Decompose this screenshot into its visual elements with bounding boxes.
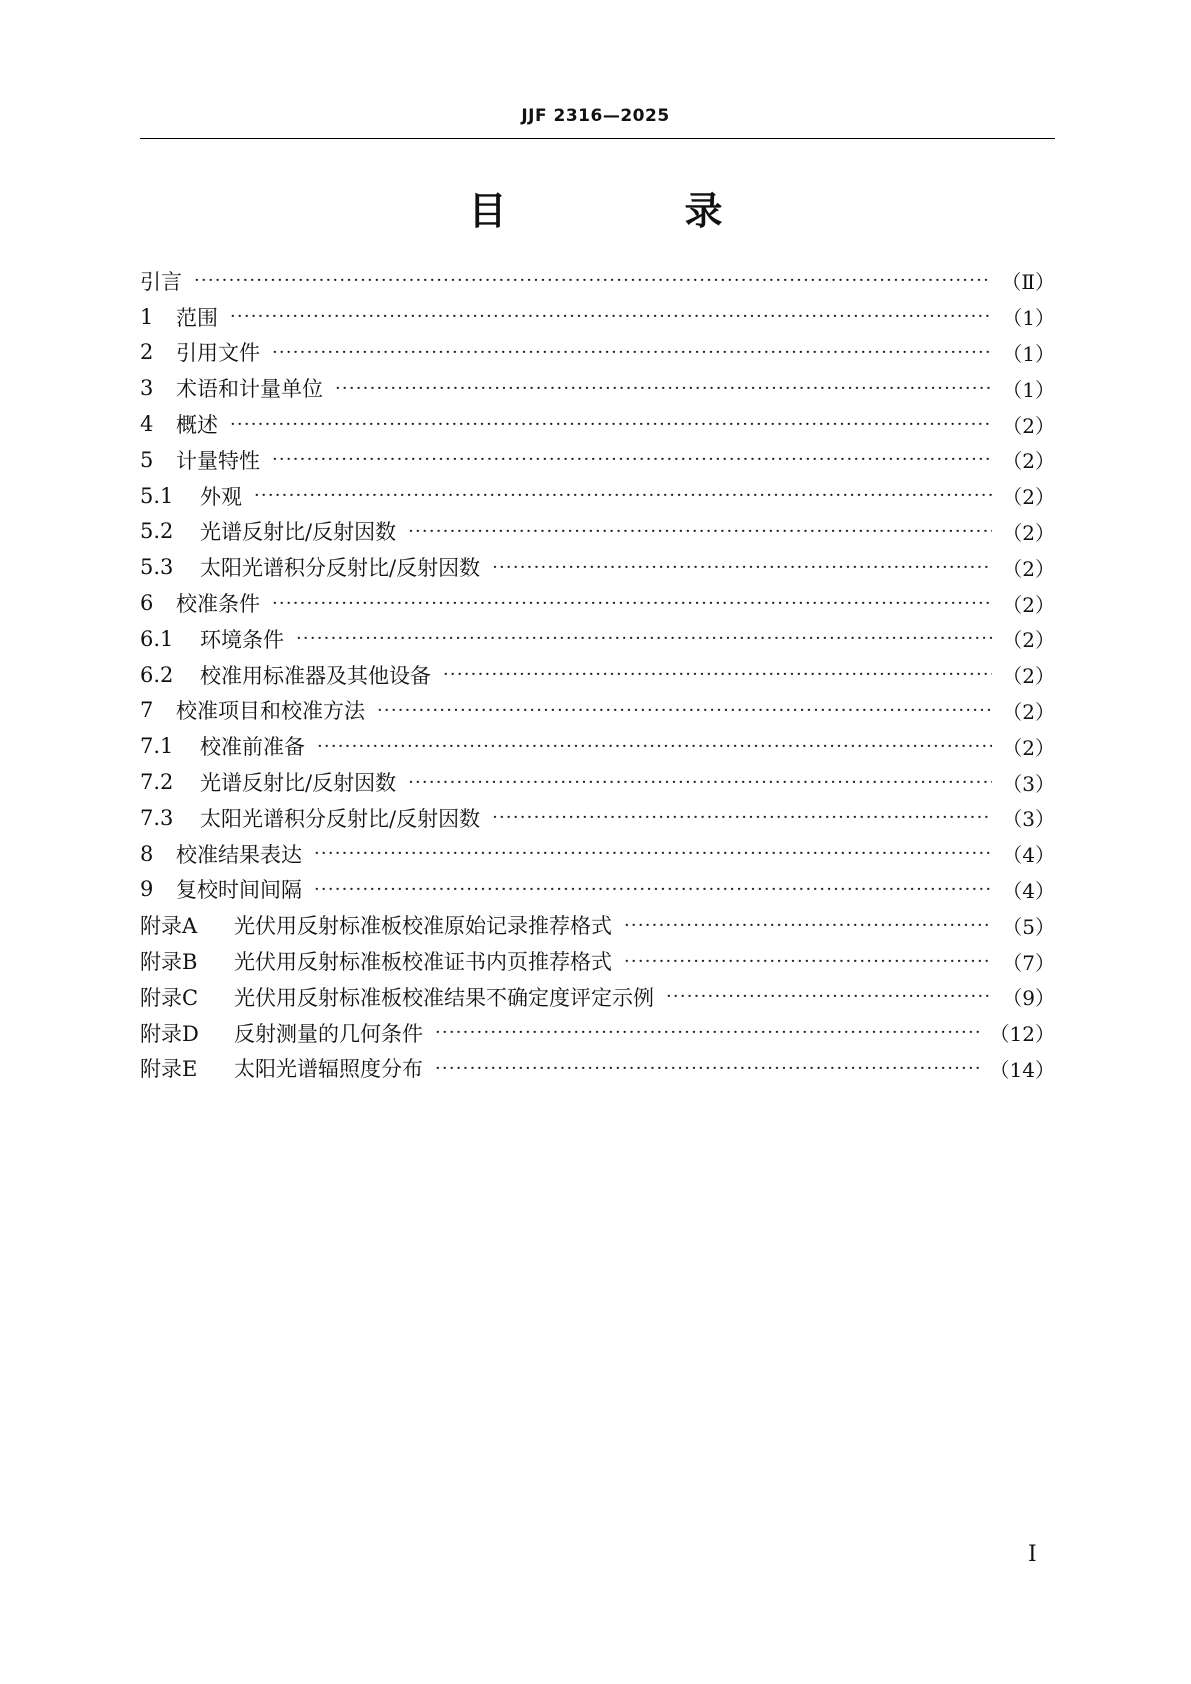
toc-dot-leader <box>272 593 992 614</box>
toc-entry[interactable] <box>140 549 1055 585</box>
toc-entry-label: 外观 <box>200 484 242 509</box>
toc-entry-label: 校准前准备 <box>200 735 305 760</box>
toc-dot-leader <box>317 736 992 757</box>
toc-entry[interactable] <box>140 1015 1055 1051</box>
toc-dot-leader <box>443 664 992 685</box>
toc-entry[interactable] <box>140 943 1055 979</box>
toc-dot-leader <box>666 986 992 1007</box>
toc-entry[interactable] <box>140 728 1055 764</box>
toc-entry-label: 概述 <box>176 413 218 438</box>
toc-entry-number: 1 <box>140 304 154 329</box>
toc-entry-number: 7.1 <box>140 734 174 759</box>
toc-entry-label: 校准用标准器及其他设备 <box>200 663 431 688</box>
toc-entry-number: 附录C <box>140 985 199 1010</box>
document-code: JJF 2316—2025 <box>521 106 670 126</box>
toc-dot-leader <box>314 843 992 864</box>
toc-dot-leader <box>272 342 992 363</box>
toc-entry-page: （3） <box>1002 807 1055 832</box>
toc-dot-leader <box>624 951 992 972</box>
toc-entry-page: （2） <box>1002 628 1055 653</box>
toc-entry-page: （2） <box>1002 699 1055 724</box>
toc-entry-label: 引言 <box>140 269 182 294</box>
toc-entry-label: 太阳光谱积分反射比/反射因数 <box>200 806 481 831</box>
toc-entry[interactable] <box>140 299 1055 335</box>
toc-entry[interactable] <box>140 370 1055 406</box>
toc-entry-number: 附录A <box>140 914 198 939</box>
toc-entry-page: （12） <box>989 1022 1055 1047</box>
toc-entry-number: 6.1 <box>140 626 174 651</box>
toc-entry-label: 太阳光谱积分反射比/反射因数 <box>200 556 481 581</box>
toc-entry[interactable] <box>140 836 1055 872</box>
toc-entry-label: 光伏用反射标准板校准证书内页推荐格式 <box>234 950 612 975</box>
toc-entry-page: （1） <box>1002 306 1055 331</box>
toc-entry-number: 附录D <box>140 1021 199 1046</box>
toc-entry-page: （14） <box>989 1057 1055 1082</box>
toc-entry-label: 光伏用反射标准板校准原始记录推荐格式 <box>234 914 612 939</box>
toc-dot-leader <box>272 449 992 470</box>
toc-entry[interactable] <box>140 514 1055 550</box>
toc-entry-number: 2 <box>140 340 154 365</box>
toc-dot-leader <box>492 557 992 578</box>
toc-entry-page: （4） <box>1002 878 1055 903</box>
toc-dot-leader <box>624 915 992 936</box>
toc-entry[interactable] <box>140 872 1055 908</box>
toc-entry-page: （1） <box>1002 341 1055 366</box>
toc-entry[interactable] <box>140 478 1055 514</box>
toc-entry[interactable] <box>140 800 1055 836</box>
toc-entry-number: 8 <box>140 841 154 866</box>
toc-entry-label: 术语和计量单位 <box>176 377 323 402</box>
toc-entry-label: 光伏用反射标准板校准结果不确定度评定示例 <box>234 985 654 1010</box>
toc-entry-number: 6 <box>140 591 154 616</box>
toc-dot-leader <box>230 306 992 327</box>
toc-dot-leader <box>408 521 992 542</box>
toc-dot-leader <box>492 807 992 828</box>
toc-entry-number: 附录B <box>140 950 198 975</box>
toc-dot-leader <box>408 772 992 793</box>
toc-entry[interactable] <box>140 263 1055 299</box>
toc-entry-number: 5 <box>140 447 154 472</box>
toc-entry-page: （2） <box>1002 664 1055 689</box>
toc-entry-page: （5） <box>1002 914 1055 939</box>
toc-dot-leader <box>335 378 992 399</box>
toc-entry-label: 校准项目和校准方法 <box>176 699 365 724</box>
toc-entry-number: 7.3 <box>140 805 174 830</box>
toc-entry-label: 光谱反射比/反射因数 <box>200 771 397 796</box>
toc-entry[interactable] <box>140 335 1055 371</box>
toc-dot-leader <box>254 485 992 506</box>
toc-entry[interactable] <box>140 657 1055 693</box>
toc-entry-page: （2） <box>1002 413 1055 438</box>
toc-entry-page: （2） <box>1002 592 1055 617</box>
toc-entry-label: 范围 <box>176 305 218 330</box>
toc-entry[interactable] <box>140 406 1055 442</box>
toc-entry-label: 计量特性 <box>176 448 260 473</box>
toc-dot-leader <box>230 414 992 435</box>
toc-dot-leader <box>435 1058 980 1079</box>
header-rule <box>140 138 1055 139</box>
toc-entry-number: 7.2 <box>140 770 174 795</box>
toc-entry-number: 3 <box>140 376 154 401</box>
toc-entry-page: （2） <box>1002 556 1055 581</box>
toc-entry-number: 5.1 <box>140 483 174 508</box>
toc-entry[interactable] <box>140 764 1055 800</box>
toc-entry-number: 5.3 <box>140 555 174 580</box>
toc-entry-page: （2） <box>1002 735 1055 760</box>
toc-dot-leader <box>314 879 992 900</box>
toc-entry-number: 9 <box>140 877 154 902</box>
toc-entry-page: （9） <box>1002 986 1055 1011</box>
toc-entry[interactable] <box>140 442 1055 478</box>
toc-dot-leader <box>435 1022 980 1043</box>
toc-entry[interactable] <box>140 979 1055 1015</box>
toc-entry-label: 环境条件 <box>200 627 284 652</box>
toc-entry[interactable] <box>140 693 1055 729</box>
toc-entry-label: 太阳光谱辐照度分布 <box>234 1057 423 1082</box>
toc-entry[interactable] <box>140 907 1055 943</box>
toc-dot-leader <box>296 628 992 649</box>
toc-entry-page: （2） <box>1002 485 1055 510</box>
page-title: 目 录 <box>468 189 793 233</box>
toc-entry-page: （7） <box>1002 950 1055 975</box>
toc-entry-page: （4） <box>1002 843 1055 868</box>
toc-entry-page: （2） <box>1002 449 1055 474</box>
toc-entry[interactable] <box>140 585 1055 621</box>
toc-entry-label: 引用文件 <box>176 341 260 366</box>
toc-entry-page: （1） <box>1002 377 1055 402</box>
toc-entry-label: 光谱反射比/反射因数 <box>200 520 397 545</box>
toc-entry[interactable] <box>140 621 1055 657</box>
toc-entry[interactable] <box>140 1051 1055 1087</box>
toc-dot-leader <box>377 700 992 721</box>
toc-entry-number: 4 <box>140 412 154 437</box>
toc-entry-label: 校准结果表达 <box>176 842 302 867</box>
page-number: Ⅰ <box>1028 1542 1037 1567</box>
toc-entry-number: 5.2 <box>140 519 174 544</box>
toc-entry-page: （2） <box>1002 520 1055 545</box>
toc-entry-label: 复校时间间隔 <box>176 878 302 903</box>
toc-entry-number: 6.2 <box>140 662 174 687</box>
toc-entry-page: （3） <box>1002 771 1055 796</box>
toc-entry-number: 7 <box>140 698 154 723</box>
toc-dot-leader <box>194 270 991 291</box>
table-of-contents <box>140 263 1055 1086</box>
toc-entry-label: 反射测量的几何条件 <box>234 1021 423 1046</box>
toc-entry-page: （Ⅱ） <box>1001 270 1055 295</box>
toc-entry-number: 附录E <box>140 1057 198 1082</box>
toc-entry-label: 校准条件 <box>176 592 260 617</box>
